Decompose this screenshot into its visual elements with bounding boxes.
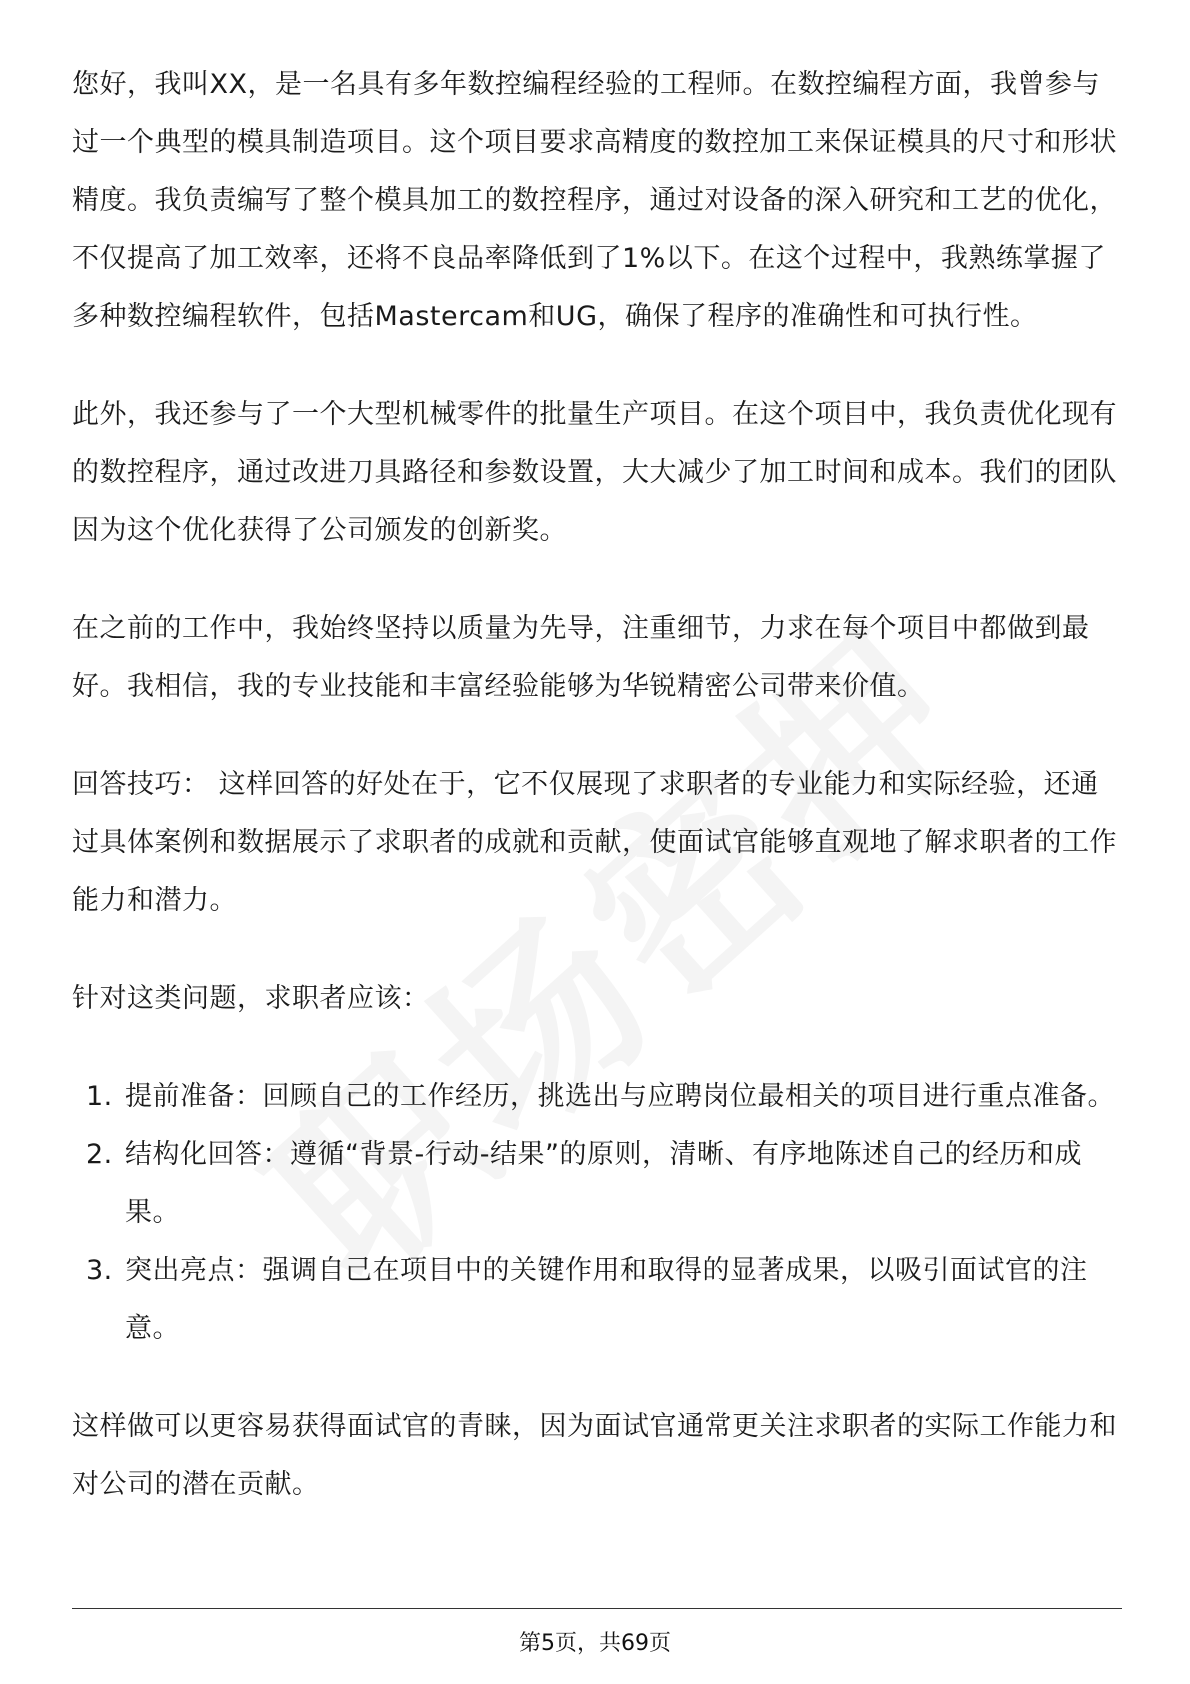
list-item-text: 结构化回答：遵循“背景-行动-结果”的原则，清晰、有序地陈述自己的经历和成果。 <box>125 1139 1082 1228</box>
document-body <box>72 56 1122 1554</box>
list-item <box>72 1242 1122 1358</box>
list-item <box>72 1126 1122 1242</box>
footer-divider <box>72 1608 1122 1609</box>
advice-intro: 针对这类问题，求职者应该： <box>72 983 430 1014</box>
list-item <box>72 1068 1122 1126</box>
second-paragraph: 此外，我还参与了一个大型机械零件的批量生产项目。在这个项目中，我负责优化现有的数控程序，通过改进刀具路径和参数设置，大大减少了加工时间和成本。我们的团队因为这个优化获得了公司颁发的创新奖。 <box>72 399 1117 546</box>
list-item-text: 提前准备：回顾自己的工作经历，挑选出与应聘岗位最相关的项目进行重点准备。 <box>125 1081 1115 1112</box>
tips-paragraph: 回答技巧： 这样回答的好处在于，它不仅展现了求职者的专业能力和实际经验，还通过具体案例和数据展示了求职者的成就和贡献，使面试官能够直观地了解求职者的工作能力和潜力。 <box>72 769 1117 916</box>
list-number: 2. <box>86 1139 113 1170</box>
page-number: 第5页，共69页 <box>519 1631 671 1656</box>
conclusion-paragraph: 这样做可以更容易获得面试官的青睐，因为面试官通常更关注求职者的实际工作能力和对公司的潜在贡献。 <box>72 1411 1117 1500</box>
advice-list <box>72 1068 1122 1358</box>
list-number: 1. <box>86 1081 113 1112</box>
intro-paragraph: 您好，我叫XX，是一名具有多年数控编程经验的工程师。在数控编程方面，我曾参与过一个典型的模具制造项目。这个项目要求高精度的数控加工来保证模具的尺寸和形状精度。我负责编写了整个模具加工的数控程序，通过对设备的深入研究和工艺的优化，不仅提高了加工效率，还将不良品率降低到了1%以下。在这个过程中，我熟练掌握了多种数控编程软件，包括Mastercam和UG，确保了程序的准确性和可执行性。 <box>72 69 1117 332</box>
list-item-text: 突出亮点：强调自己在项目中的关键作用和取得的显著成果，以吸引面试官的注意。 <box>125 1255 1088 1344</box>
list-number: 3. <box>86 1255 113 1286</box>
third-paragraph: 在之前的工作中，我始终坚持以质量为先导，注重细节，力求在每个项目中都做到最好。我相信，我的专业技能和丰富经验能够为华锐精密公司带来价值。 <box>72 613 1090 702</box>
